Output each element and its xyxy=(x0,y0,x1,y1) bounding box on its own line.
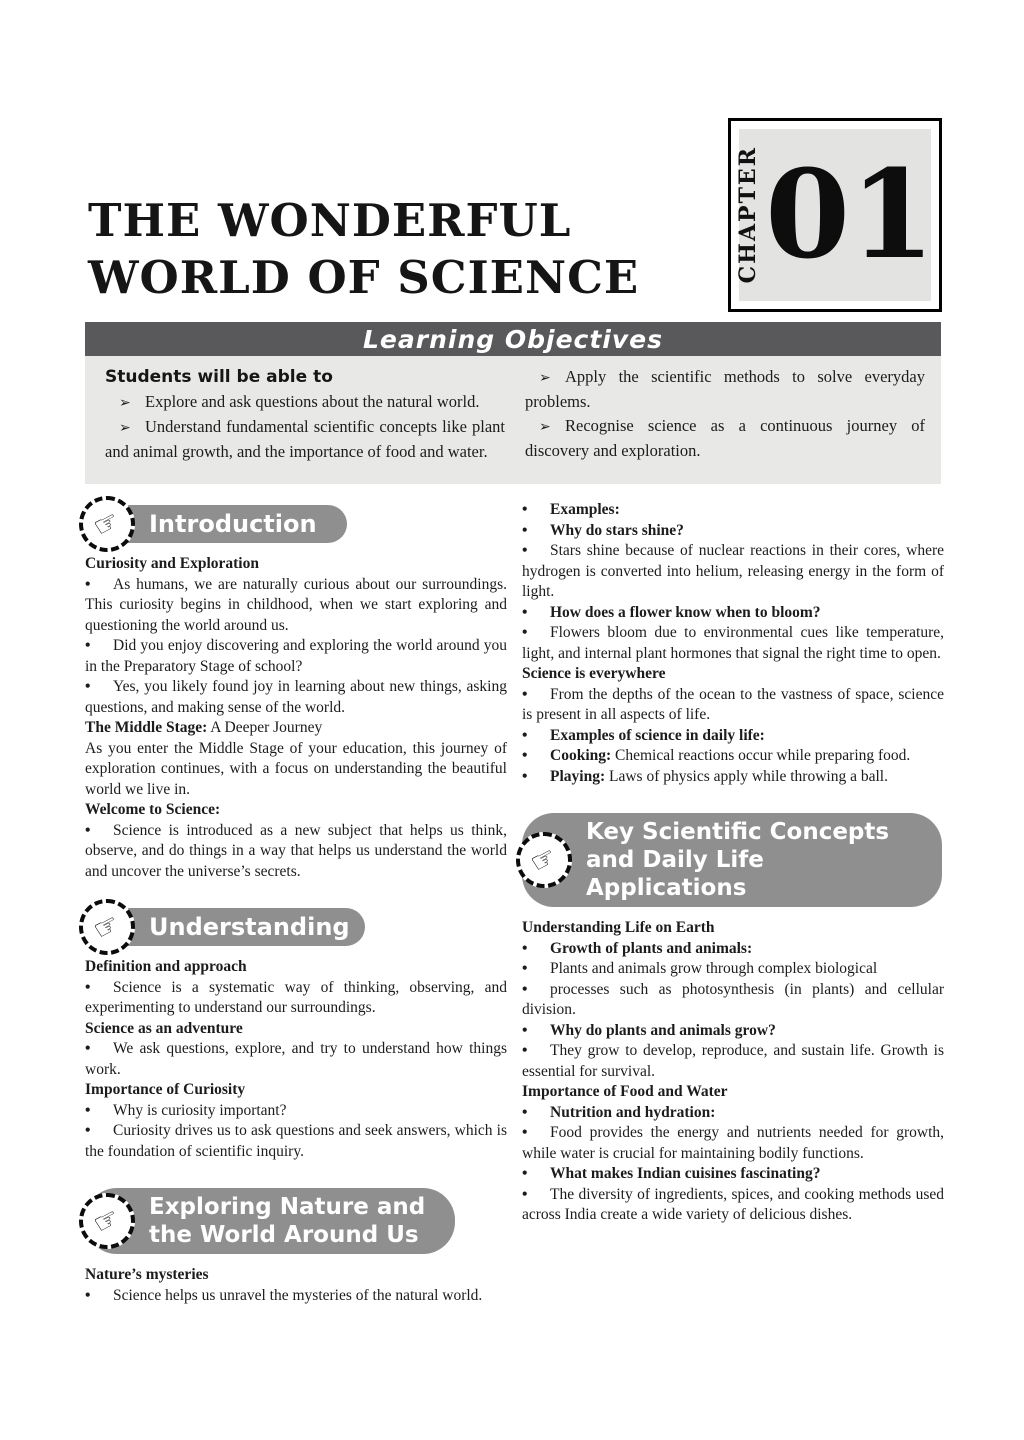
bullet-item: • Growth of plants and animals: xyxy=(522,939,944,960)
bullet-item: • How does a flower know when to bloom? xyxy=(522,603,944,624)
bullet-marker: • xyxy=(85,575,91,593)
bullet-marker: • xyxy=(522,542,528,559)
page-title xyxy=(88,192,708,306)
lo-left-list xyxy=(105,390,505,464)
bullet-marker: • xyxy=(85,978,91,996)
bullet-item: • Stars shine because of nuclear reactions in their cores, where hydrogen is converted into helium, releasing energy in the form of light. xyxy=(522,542,944,600)
subheading: Definition and approach xyxy=(85,958,247,975)
bullet-item: • From the depths of the ocean to the vastness of space, science is present in all aspects of life. xyxy=(522,685,944,723)
bullet-marker: • xyxy=(522,1165,528,1182)
bullet-item: • Food provides the energy and nutrients needed for growth, while water is crucial for maintaining bodily functions. xyxy=(522,1124,944,1162)
section-header-understanding xyxy=(85,908,365,946)
bullet-item: • We ask questions, explore, and try to understand how things work. xyxy=(85,1040,507,1078)
bullet-item: • Flowers bloom due to environmental cues like temperature, light, and internal plant hormones that signal the right time to open. xyxy=(522,624,944,662)
bullet-marker: • xyxy=(85,637,91,654)
bullet-marker: • xyxy=(522,980,528,998)
column-right xyxy=(522,500,944,1226)
bullet-item: • They grow to develop, reproduce, and sustain life. Growth is essential for survival. xyxy=(522,1042,944,1080)
bullet-item: • Examples: xyxy=(522,500,944,521)
arrow-bullet-icon: ➢ xyxy=(119,420,131,436)
bullet-marker: • xyxy=(85,1122,91,1139)
bullet-item: • Examples of science in daily life: xyxy=(522,726,944,747)
bullet-item: • As humans, we are naturally curious about our surroundings. This curiosity begins in childhood, when we start exploring and questioning the world around us. xyxy=(85,575,507,634)
bullet-marker: • xyxy=(522,1103,528,1121)
arrow-bullet-icon: ➢ xyxy=(119,395,131,411)
bullet-marker: • xyxy=(522,1042,528,1059)
bullet-marker: • xyxy=(522,960,528,977)
lo-objective-item: ➢ Explore and ask questions about the natural world. xyxy=(105,390,505,415)
introduction-content xyxy=(85,554,507,882)
introduction-content-continued xyxy=(522,500,944,787)
learning-objectives-title: Learning Objectives xyxy=(363,324,663,354)
exploring-nature-content xyxy=(85,1265,507,1306)
bullet-marker: • xyxy=(522,685,528,703)
page-title-line1: THE WONDERFUL xyxy=(88,194,572,247)
learning-objectives-bar xyxy=(85,322,941,356)
bullet-item: • Science is a systematic way of thinking, observing, and experimenting to understand our surroundings. xyxy=(85,978,507,1016)
section-header-exploring-nature: ☞ Exploring Nature and the World Around Us xyxy=(85,1188,455,1254)
subheading: Importance of Food and Water xyxy=(522,1083,728,1100)
section-header-introduction xyxy=(85,505,347,543)
column-left xyxy=(85,505,507,1306)
bullet-marker: • xyxy=(522,1124,528,1141)
section-title: Understanding xyxy=(149,913,350,941)
key-concepts-content xyxy=(522,918,944,1226)
subheading: Science as an adventure xyxy=(85,1019,243,1037)
bullet-marker: • xyxy=(522,726,528,744)
section-title: Key Scientific Concepts xyxy=(586,819,890,845)
chapter-number: 01 xyxy=(765,142,935,287)
bullet-item: • Cooking: Chemical reactions occur while preparing food. xyxy=(522,746,944,767)
bullet-item: • What makes Indian cuisines fascinating? xyxy=(522,1164,944,1185)
chapter-label: CHAPTER xyxy=(735,146,762,284)
subheading: Welcome to Science: xyxy=(85,801,221,818)
section-title: Introduction xyxy=(149,510,317,538)
lo-objective-item: ➢ Apply the scientific methods to solve everyday problems. xyxy=(525,367,925,411)
bullet-item: • Why do stars shine? xyxy=(522,521,944,542)
bullet-item: • Yes, you likely found joy in learning about new things, asking questions, and making sense of the world. xyxy=(85,678,507,716)
subheading: Importance of Curiosity xyxy=(85,1081,246,1098)
bullet-marker: • xyxy=(522,939,528,957)
bullet-marker: • xyxy=(522,767,528,785)
bullet-marker: • xyxy=(522,501,528,518)
pointing-hand-icon: ☞ xyxy=(79,899,135,955)
bullet-marker: • xyxy=(522,521,528,539)
understanding-content xyxy=(85,957,507,1162)
chapter-box-inner xyxy=(735,129,935,301)
lo-objective-item: ➢ Recognise science as a continuous journey of discovery and exploration. xyxy=(525,416,925,460)
bullet-item: • The diversity of ingredients, spices, and cooking methods used across India create a wide variety of delicious dishes. xyxy=(522,1185,944,1223)
bullet-marker: • xyxy=(522,1185,528,1203)
arrow-bullet-icon: ➢ xyxy=(539,370,551,386)
learning-objectives-right-column xyxy=(525,365,925,476)
lo-heading: Students will be able to xyxy=(105,367,333,387)
lo-right-list xyxy=(525,365,925,463)
subheading: The Middle Stage: A Deeper Journey xyxy=(85,719,323,736)
page-title-line2: WORLD OF SCIENCE xyxy=(88,251,640,304)
section-title: Exploring Nature and xyxy=(149,1194,426,1220)
bullet-item: • Plants and animals grow through complex biological xyxy=(522,959,944,980)
pointing-hand-icon: ☞ xyxy=(516,832,572,888)
bullet-item: • Science helps us unravel the mysteries of the natural world. xyxy=(85,1286,507,1307)
bullet-marker: • xyxy=(522,603,528,621)
bullet-item: • processes such as photosynthesis (in plants) and cellular division. xyxy=(522,980,944,1018)
subheading: Science is everywhere xyxy=(522,665,666,682)
bullet-marker: • xyxy=(522,747,528,764)
bullet-item: • Why is curiosity important? xyxy=(85,1101,507,1122)
learning-objectives-left-column xyxy=(105,365,505,476)
subheading: Understanding Life on Earth xyxy=(522,919,715,936)
bullet-item: • Why do plants and animals grow? xyxy=(522,1021,944,1042)
section-header-key-concepts: ☞ Key Scientific Concepts and Daily Life Applications xyxy=(522,813,942,907)
bullet-item: • Science is introduced as a new subject that helps us think, observe, and do things in a way that helps us understand the world and uncover the universe’s secrets. xyxy=(85,821,507,880)
arrow-bullet-icon: ➢ xyxy=(539,419,551,435)
subheading: Curiosity and Exploration xyxy=(85,555,259,572)
pointing-hand-icon: ☞ xyxy=(79,496,135,552)
paragraph: As you enter the Middle Stage of your education, this journey of exploration continues, with a focus on understanding the beautiful world we live in. xyxy=(85,739,507,798)
bullet-marker: • xyxy=(85,1286,91,1304)
bullet-marker: • xyxy=(522,624,528,641)
bullet-item: • Playing: Laws of physics apply while throwing a ball. xyxy=(522,767,944,788)
bullet-marker: • xyxy=(85,1101,91,1119)
bullet-marker: • xyxy=(522,1021,528,1039)
bullet-item: • Did you enjoy discovering and exploring the world around you in the Preparatory Stage of school? xyxy=(85,637,507,675)
bullet-item: • Curiosity drives us to ask questions and seek answers, which is the foundation of scientific inquiry. xyxy=(85,1122,507,1160)
bullet-marker: • xyxy=(85,821,91,839)
lo-objective-item: ➢ Understand fundamental scientific concepts like plant and animal growth, and the importance of food and water. xyxy=(105,417,505,461)
bullet-item: • Nutrition and hydration: xyxy=(522,1103,944,1124)
learning-objectives-panel xyxy=(85,356,941,484)
chapter-box xyxy=(728,118,942,312)
pointing-hand-icon: ☞ xyxy=(79,1193,135,1249)
bullet-marker: • xyxy=(85,1040,91,1057)
bullet-marker: • xyxy=(85,678,91,695)
subheading: Nature’s mysteries xyxy=(85,1266,209,1283)
